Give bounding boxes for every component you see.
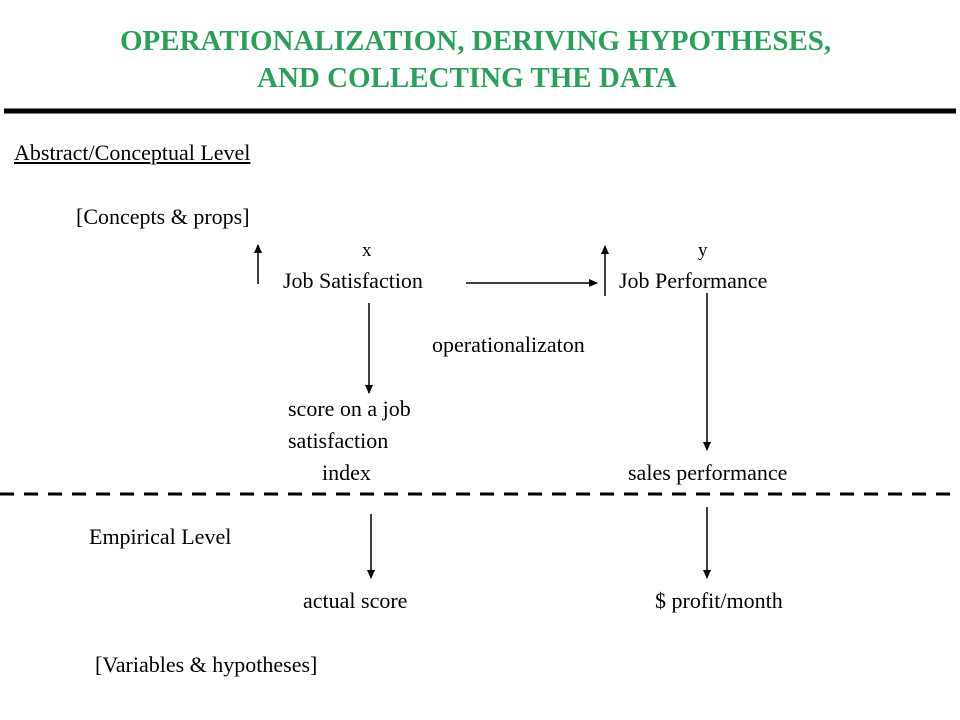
job-satisfaction-concept: Job Satisfaction	[283, 268, 423, 293]
title-line-2: AND COLLECTING THE DATA	[257, 62, 677, 94]
x-measure-line-2: satisfaction	[288, 428, 389, 453]
x-label: x	[362, 240, 372, 261]
y-empirical-value: $ profit/month	[655, 588, 783, 613]
x-empirical-value: actual score	[303, 588, 408, 613]
variables-bracket-label: [Variables & hypotheses]	[95, 652, 318, 677]
x-measure-line-3: index	[322, 460, 371, 485]
y-label: y	[698, 240, 708, 261]
title-line-1: OPERATIONALIZATION, DERIVING HYPOTHESES,	[120, 25, 832, 57]
operationalization-label: operationalizaton	[432, 332, 585, 357]
abstract-level-heading: Abstract/Conceptual Level	[14, 140, 251, 165]
y-measure: sales performance	[628, 460, 788, 485]
x-measure-line-1: score on a job	[288, 396, 411, 421]
job-performance-concept: Job Performance	[619, 268, 768, 293]
empirical-level-heading: Empirical Level	[89, 524, 232, 549]
concepts-bracket-label: [Concepts & props]	[76, 204, 250, 229]
